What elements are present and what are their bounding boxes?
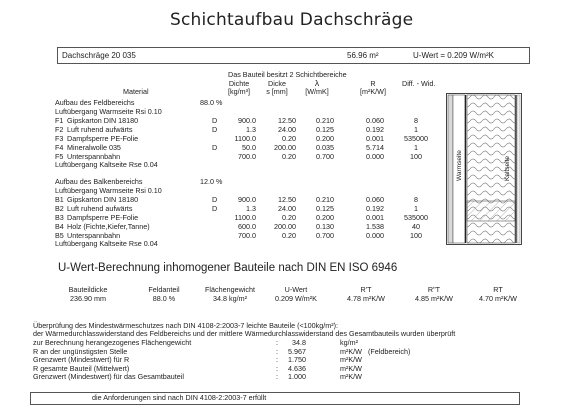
balken-heading: Aufbau des Balkenbereichs	[55, 177, 143, 186]
layer-name: Unterspannbahn	[67, 231, 121, 240]
component-area: 56.96 m²	[347, 51, 379, 60]
layer-lambda: 0.130	[316, 222, 334, 231]
check-value: 1.000	[288, 372, 306, 382]
layer-diff: 1	[414, 204, 418, 213]
layer-dicke: 200.00	[274, 143, 296, 152]
check-label: R an der ungünstigsten Stelle	[33, 346, 128, 356]
layer-dichte: 1100.0	[234, 213, 256, 222]
ucalc-header: R'T	[360, 285, 372, 294]
ucalc-value: 34.8 kg/m²	[213, 294, 247, 303]
check-label: Grenzwert (Mindestwert) für R	[33, 355, 130, 365]
check-unit: m²K/W	[340, 346, 362, 356]
ucalc-header: Flächengewicht	[205, 285, 255, 294]
check-line2: der Wärmedurchlasswiderstand des Feldbereichs und der mittlere Wärmedurchlasswiderstand des Gesamtbauteils wurden überprüft	[33, 329, 456, 338]
check-value: 5.967	[288, 346, 306, 356]
layer-name: Unterspannbahn	[67, 152, 121, 161]
component-uvalue: U-Wert = 0.209 W/m²K	[413, 51, 494, 60]
layer-id: F2	[55, 125, 64, 134]
result-text: die Anforderungen sind nach DIN 4108-2:2003-7 erfüllt	[92, 393, 267, 402]
header-dichte-unit: [kg/m³]	[228, 87, 250, 96]
layer-diff: 1	[414, 143, 418, 152]
layer-r: 5.714	[366, 143, 384, 152]
layer-dichte: 1.3	[246, 204, 256, 213]
ucalc-value: 4.85 m²K/W	[415, 294, 453, 303]
layer-lambda: 0.210	[316, 116, 334, 125]
layer-r: 0.001	[366, 213, 384, 222]
layer-dicke: 200.00	[274, 222, 296, 231]
layer-dicke: 0.20	[282, 134, 296, 143]
ucalc-header: Feldanteil	[148, 285, 180, 294]
layer-id: B5	[55, 231, 64, 240]
layer-flag: D	[212, 143, 218, 152]
check-sep: :	[276, 355, 278, 365]
layer-diff: 8	[414, 195, 418, 204]
ucalc-value: 4.78 m²K/W	[347, 294, 385, 303]
layer-r: 0.000	[366, 231, 384, 240]
layer-lambda: 0.200	[316, 213, 334, 222]
layer-diagram	[446, 93, 522, 245]
check-line1: Überprüfung des Mindestwärmeschutzes nach DIN 4108-2:2003-7 leichte Bauteile (<100kg/m²):	[33, 321, 339, 330]
check-note: (Feldbereich)	[368, 346, 411, 356]
layer-r: 0.192	[366, 125, 384, 134]
check-unit: kg/m²	[340, 338, 358, 347]
layer-name: Mineralwolle 035	[67, 143, 121, 152]
layer-id: B3	[55, 213, 64, 222]
layer-dichte: 900.0	[238, 195, 256, 204]
header-diff: Diff. - Wid.	[402, 79, 436, 88]
check-unit: m²K/W	[340, 372, 362, 382]
header-lambda-unit: [W/mK]	[305, 87, 329, 96]
layer-diff: 535000	[404, 134, 428, 143]
kaltseite-label: Kaltseite	[504, 156, 511, 181]
layer-dicke: 24.00	[278, 204, 296, 213]
layer-name: Holz (Fichte,Kiefer,Tanne)	[67, 222, 150, 231]
layer-r: 0.060	[366, 116, 384, 125]
ucalc-header: RT	[493, 285, 503, 294]
balken-rse: Luftübergang Kaltseite Rse 0.04	[55, 239, 158, 248]
layer-id: B4	[55, 222, 64, 231]
layer-dicke: 12.50	[278, 195, 296, 204]
feld-heading: Aufbau des Feldbereichs	[55, 98, 135, 107]
component-name: Dachschräge 20 035	[62, 51, 136, 60]
layer-lambda: 0.125	[316, 204, 334, 213]
bereiche-note: Das Bauteil besitzt 2 Schichtbereiche	[228, 70, 347, 79]
layer-name: Gipskarton DIN 18180	[67, 116, 139, 125]
warmseite-label: Warmseite	[456, 150, 463, 181]
layer-diff: 100	[410, 231, 422, 240]
check-sep: :	[276, 372, 278, 382]
header-dichte: Dichte	[228, 79, 250, 88]
layer-flag: D	[212, 204, 218, 213]
layer-diff: 40	[412, 222, 420, 231]
ucalc-header: U-Wert	[284, 285, 308, 294]
layer-diff: 1	[414, 125, 418, 134]
layer-dichte: 1.3	[246, 125, 256, 134]
layer-id: F1	[55, 116, 64, 125]
balken-percent: 12.0 %	[200, 177, 223, 186]
header-material: Material	[123, 87, 149, 96]
check-value: 34.8	[292, 338, 306, 347]
check-unit: m²K/W	[340, 355, 362, 365]
layer-diff: 100	[410, 152, 422, 161]
layer-id: F4	[55, 143, 64, 152]
feld-rse: Luftübergang Kaltseite Rse 0.04	[55, 160, 158, 169]
feld-percent: 88.0 %	[200, 98, 223, 107]
layer-r: 0.192	[366, 204, 384, 213]
layer-lambda: 0.125	[316, 125, 334, 134]
layer-name: Dampfsperre PE-Folie	[67, 134, 139, 143]
balken-rsi: Luftübergang Warmseite Rsi 0.10	[55, 186, 162, 195]
layer-dicke: 0.20	[282, 152, 296, 161]
holz-balken	[467, 201, 515, 221]
layer-r: 1.538	[366, 222, 384, 231]
layer-dichte: 900.0	[238, 116, 256, 125]
layer-r: 0.060	[366, 195, 384, 204]
header-r: R	[370, 79, 376, 88]
layer-name: Luft ruhend aufwärts	[67, 125, 133, 134]
ucalc-value: 0.209 W/m²K	[275, 294, 317, 303]
layer-lambda: 0.700	[316, 231, 334, 240]
check-label: zur Berechnung herangezogenes Flächengewicht	[33, 338, 192, 347]
layer-dichte: 50.0	[242, 143, 256, 152]
check-sep: :	[276, 346, 278, 356]
ucalc-header: Bauteildicke	[68, 285, 108, 294]
layer-dicke: 0.20	[282, 231, 296, 240]
layer-flag: D	[212, 116, 218, 125]
layer-dicke: 0.20	[282, 213, 296, 222]
feld-rsi: Luftübergang Warmseite Rsi 0.10	[55, 107, 162, 116]
check-label: Grenzwert (Mindestwert) für das Gesamtbauteil	[33, 372, 184, 382]
layer-dicke: 24.00	[278, 125, 296, 134]
layer-r: 0.000	[366, 152, 384, 161]
gipskarton-layer	[448, 95, 453, 243]
check-value: 4.636	[288, 363, 306, 373]
layer-name: Luft ruhend aufwärts	[67, 204, 133, 213]
ucalc-header: R"T	[427, 285, 441, 294]
header-lambda: λ	[314, 78, 320, 88]
layer-diff: 8	[414, 116, 418, 125]
page-title: Schichtaufbau Dachschräge	[170, 10, 414, 30]
ucalc-heading: U-Wert-Berechnung inhomogener Bauteile nach DIN EN ISO 6946	[58, 262, 398, 274]
layer-lambda: 0.700	[316, 152, 334, 161]
header-r-unit: [m²K/W]	[360, 87, 386, 96]
ucalc-value: 88.0 %	[152, 294, 176, 303]
ucalc-value: 236.90 mm	[70, 294, 106, 303]
layer-dichte: 600.0	[238, 222, 256, 231]
layer-r: 0.001	[366, 134, 384, 143]
layer-id: F3	[55, 134, 64, 143]
layer-id: B2	[55, 204, 64, 213]
layer-lambda: 0.210	[316, 195, 334, 204]
layer-dichte: 1100.0	[234, 134, 256, 143]
layer-name: Dampfsperre PE-Folie	[67, 213, 139, 222]
layer-flag: D	[212, 195, 218, 204]
check-sep: :	[276, 363, 278, 373]
layer-id: F5	[55, 152, 64, 161]
layer-dichte: 700.0	[238, 152, 256, 161]
ucalc-value: 4.70 m²K/W	[479, 294, 517, 303]
check-value: 1.750	[288, 355, 306, 365]
header-dicke: Dicke	[268, 79, 286, 88]
layer-id: B1	[55, 195, 64, 204]
check-sep: :	[276, 338, 278, 347]
layer-lambda: 0.035	[316, 143, 334, 152]
layer-dichte: 700.0	[238, 231, 256, 240]
check-unit: m²K/W	[340, 363, 362, 373]
layer-flag: D	[212, 125, 218, 134]
layer-diff: 535000	[404, 213, 428, 222]
layer-name: Gipskarton DIN 18180	[67, 195, 139, 204]
layer-lambda: 0.200	[316, 134, 334, 143]
layer-dicke: 12.50	[278, 116, 296, 125]
check-label: R gesamte Bauteil (Mittelwert)	[33, 363, 130, 373]
header-dicke-unit: s [mm]	[266, 87, 288, 96]
